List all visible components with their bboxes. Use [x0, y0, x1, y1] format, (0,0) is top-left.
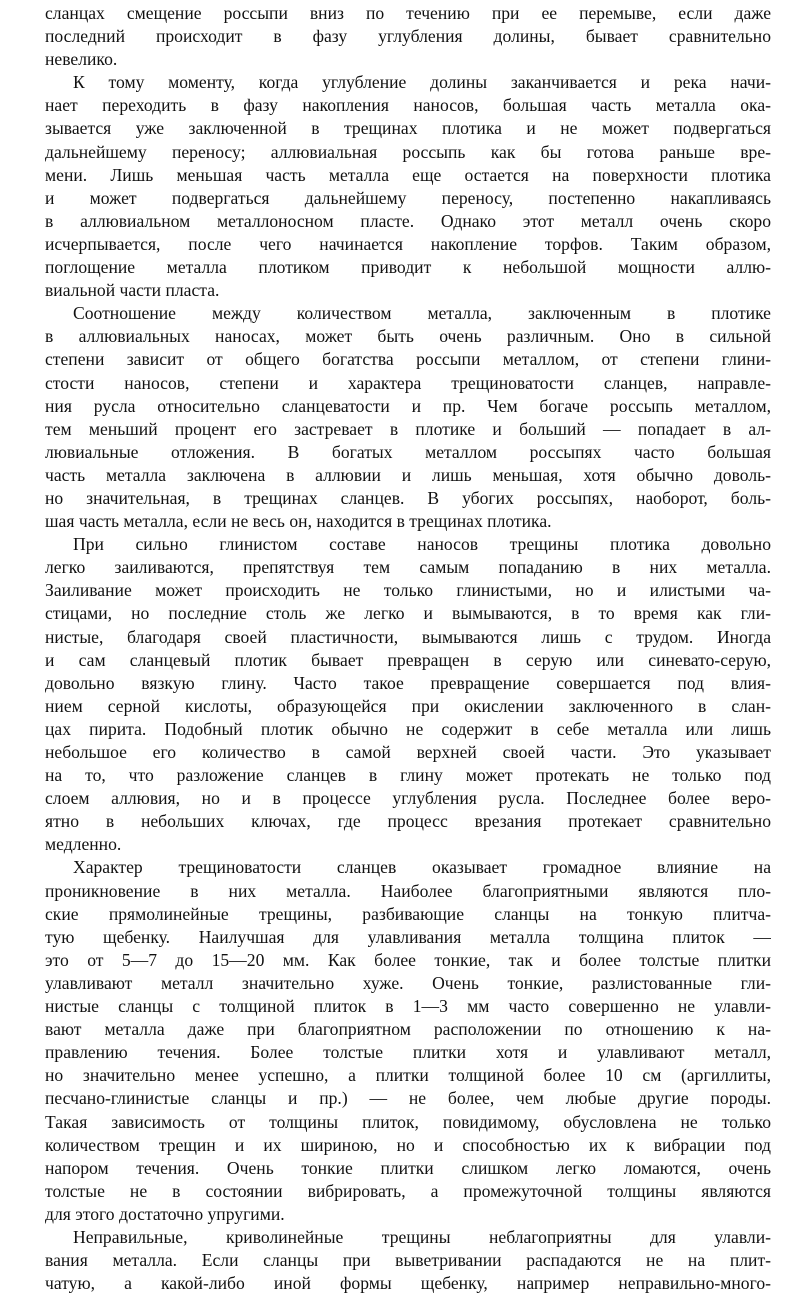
- text-line: тую щебенку. Наилучшая для улавливания металла толщина плиток —: [45, 926, 771, 947]
- text-line: и сам сланцевый плотик бывает превращен в серую или синевато-серую,: [45, 649, 771, 670]
- text-line: песчано-глинистые сланцы и пр.) — не более, чем любые другие породы.: [45, 1088, 771, 1109]
- text-line: количеством трещин и их шириною, но и способностью их к вибрации под: [45, 1134, 771, 1155]
- text-line: толстые не в состоянии вибрировать, а промежуточной толщины являются: [45, 1180, 771, 1201]
- text-line: нистые, благодаря своей пластичности, вымываются лишь с трудом. Иногда: [45, 626, 771, 647]
- text-line: Соотношение между количеством металла, заключенным в плотике: [73, 303, 771, 324]
- text-line: невелико.: [45, 49, 118, 70]
- paragraph: [45, 856, 771, 1226]
- text-line: мени. Лишь меньшая часть металла еще остается на поверхности плотика: [45, 164, 771, 185]
- text-line: последний происходит в фазу углубления долины, бывает сравнительно: [45, 26, 771, 47]
- text-line: степени зависит от общего богатства россыпи металлом, от степени глини-: [45, 349, 771, 370]
- text-line: и может подвергаться дальнейшему переносу, постепенно накапливаясь: [45, 187, 771, 208]
- text-line: Заиливание может происходить не только глинистыми, но и илистыми ча-: [45, 580, 771, 601]
- text-line: К тому моменту, когда углубление долины заканчивается и река начи-: [73, 72, 771, 93]
- document-page: [45, 2, 771, 1295]
- text-line: виальной части пласта.: [45, 280, 220, 301]
- text-line: напором течения. Очень тонкие плитки слишком легко ломаются, очень: [45, 1157, 771, 1178]
- text-line: легко заиливаются, препятствуя тем самым попаданию в них металла.: [45, 557, 771, 578]
- text-line: но значительно менее успешно, а плитки толщиной более 10 см (аргиллиты,: [45, 1065, 771, 1086]
- text-line: для этого достаточно упругими.: [45, 1203, 285, 1224]
- text-line: на то, что разложение сланцев в глину может протекать не только под: [45, 765, 771, 786]
- text-line: ятно в небольших ключах, где процесс врезания протекает сравнительно: [45, 811, 771, 832]
- text-line: стицами, но последние столь же легко и вымываются, в то время как гли-: [45, 603, 771, 624]
- text-line: Неправильные, криволинейные трещины неблагоприятны для улавли-: [73, 1226, 771, 1247]
- text-line: слоем аллювия, но и в процессе углубления русла. Последнее более веро-: [45, 788, 771, 809]
- text-line: небольшое его количество в самой верхней своей части. Это указывает: [45, 742, 771, 762]
- paragraph: [45, 302, 771, 533]
- text-line: вания металла. Если сланцы при выветривании распадаются не на плит-: [45, 1250, 771, 1271]
- text-line: ния русла относительно сланцеватости и пр. Чем богаче россыпь металлом,: [45, 395, 771, 416]
- text-line: улавливают металл значительно хуже. Очень тонкие, разлистованные гли-: [45, 972, 771, 993]
- text-line: исчерпывается, после чего начинается накопление торфов. Таким образом,: [45, 233, 771, 254]
- text-line: часть металла заключена в аллювии и лишь меньшая, хотя обычно доволь-: [45, 464, 771, 485]
- paragraph: [45, 71, 771, 302]
- paragraph: [45, 1226, 771, 1295]
- text-line: правлению течения. Более толстые плитки хотя и улавливают металл,: [45, 1042, 771, 1063]
- text-line: вают металла даже при благоприятном расположении по отношению к на-: [45, 1019, 771, 1040]
- text-line: довольно вязкую глину. Часто такое превращение совершается под влия-: [45, 672, 771, 693]
- text-line: в аллювиальных наносах, может быть очень различным. Оно в сильной: [45, 326, 771, 347]
- text-line: ские прямолинейные трещины, разбивающие сланцы на тонкую плитча-: [45, 903, 771, 924]
- text-line: цах пирита. Подобный плотик обычно не содержит в себе металла или лишь: [45, 718, 771, 739]
- text-line: лювиальные отложения. В богатых металлом россыпях часто большая: [45, 441, 771, 462]
- text-line: медленно.: [45, 834, 122, 855]
- text-line: но значительная, в трещинах сланцев. В убогих россыпях, наоборот, боль-: [45, 487, 771, 508]
- text-line: чатую, а какой-либо иной формы щебенку, например неправильно-много-: [45, 1273, 771, 1294]
- text-line: зывается уже заключенной в трещинах плотика и не может подвергаться: [45, 118, 771, 139]
- text-line: стости наносов, степени и характера трещиноватости сланцев, направле-: [45, 372, 771, 393]
- text-line: в аллювиальном металлоносном пласте. Однако этот металл очень скоро: [45, 210, 771, 231]
- text-line: это от 5—7 до 15—20 мм. Как более тонкие, так и более толстые плитки: [45, 949, 771, 970]
- text-line: нистые сланцы с толщиной плиток в 1—3 мм часто совершенно не улавли-: [45, 996, 771, 1017]
- paragraph: [45, 2, 771, 71]
- text-line: Такая зависимость от толщины плиток, повидимому, обусловлена не только: [45, 1111, 771, 1132]
- text-line: нием серной кислоты, образующейся при окислении заключенного в слан-: [45, 695, 771, 716]
- text-line: сланцах смещение россыпи вниз по течению при ее перемыве, если даже: [45, 3, 771, 23]
- text-line: тем меньший процент его застревает в плотике и больший — попадает в ал-: [45, 418, 771, 439]
- paragraph: [45, 533, 771, 856]
- text-line: Характер трещиноватости сланцев оказывает громадное влияние на: [73, 857, 771, 878]
- text-line: проникновение в них металла. Наиболее благоприятными являются пло-: [45, 880, 771, 901]
- text-line: При сильно глинистом составе наносов трещины плотика довольно: [73, 534, 771, 555]
- text-line: поглощение металла плотиком приводит к небольшой мощности аллю-: [45, 257, 771, 278]
- text-line: шая часть металла, если не весь он, находится в трещинах плотика.: [45, 511, 552, 532]
- text-line: нает переходить в фазу накопления наносов, большая часть металла ока-: [45, 95, 771, 116]
- text-line: дальнейшему переносу; аллювиальная россыпь как бы готова раньше вре-: [45, 141, 771, 162]
